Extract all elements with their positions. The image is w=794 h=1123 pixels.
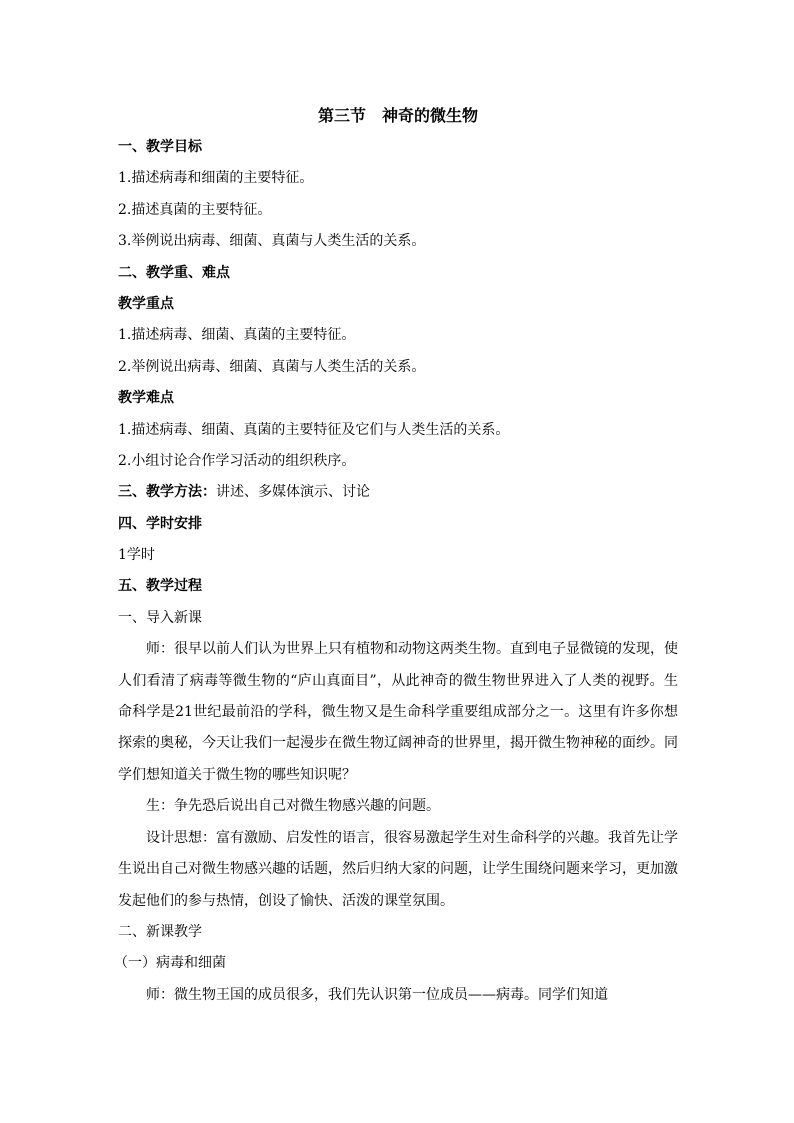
methods-text: 讲述、多媒体演示、讨论 — [216, 484, 370, 501]
student-paragraph: 生：争先恐后说出自己对微生物感兴趣的问题。 — [146, 798, 440, 815]
document-page — [114, 100, 678, 1011]
subheading-key-points: 教学重点 — [118, 295, 174, 312]
design-paragraph: 设计思想：富有激励、启发性的语言，很容易激起学生对生命科学的兴趣。我首先让学生说出自己对微生物感兴趣的话题，然后归纳大家的问题，让学生围绕问题来学习，更加激发起他们的参与热情，创设了愉快、活泼的课堂氛围。 — [118, 829, 678, 909]
difficult-point-item: 1.描述病毒、细菌、真菌的主要特征及它们与人类生活的关系。 — [118, 421, 510, 438]
schedule-text: 1学时 — [118, 547, 155, 564]
objective-item: 1.描述病毒和细菌的主要特征。 — [118, 170, 314, 187]
section-heading-objectives: 一、教学目标 — [118, 139, 202, 155]
section-heading-process: 五、教学过程 — [118, 578, 202, 595]
process-part-heading: 一、导入新课 — [118, 609, 202, 626]
teacher-paragraph: 师：微生物王国的成员很多，我们先认识第一位成员——病毒。同学们知道 — [146, 986, 608, 1003]
key-point-item: 2.举例说出病毒、细菌、真菌与人类生活的关系。 — [118, 358, 426, 375]
section-methods — [118, 477, 678, 508]
section-heading-methods: 三、教学方法： — [118, 484, 216, 501]
objective-item: 3.举例说出病毒、细菌、真菌与人类生活的关系。 — [118, 233, 426, 250]
process-part-heading: 二、新课教学 — [118, 923, 202, 940]
teacher-paragraph: 师：很早以前人们认为世界上只有植物和动物这两类生物。直到电子显微镜的发现，使人们看清了病毒等微生物的“庐山真面目”，从此神奇的微生物世界进入了人类的视野。生命科学是21世纪最前沿的学科，微生物又是生命科学重要组成部分之一。这里有许多你想探索的奥秘，今天让我们一起漫步在微生物辽阔神奇的世界里，揭开微生物神秘的面纱。同学们想知道关于微生物的哪些知识呢？ — [118, 641, 678, 783]
subsection-heading: （一）病毒和细菌 — [114, 955, 226, 972]
section-heading-schedule: 四、学时安排 — [118, 515, 202, 532]
difficult-point-item: 2.小组讨论合作学习活动的组织秩序。 — [118, 452, 356, 469]
key-point-item: 1.描述病毒、细菌、真菌的主要特征。 — [118, 327, 356, 344]
page-title: 第三节 神奇的微生物 — [317, 106, 478, 125]
section-heading-key-points: 二、教学重、难点 — [118, 264, 230, 281]
subheading-difficult-points: 教学难点 — [118, 390, 174, 407]
objective-item: 2.描述真菌的主要特征。 — [118, 201, 272, 218]
